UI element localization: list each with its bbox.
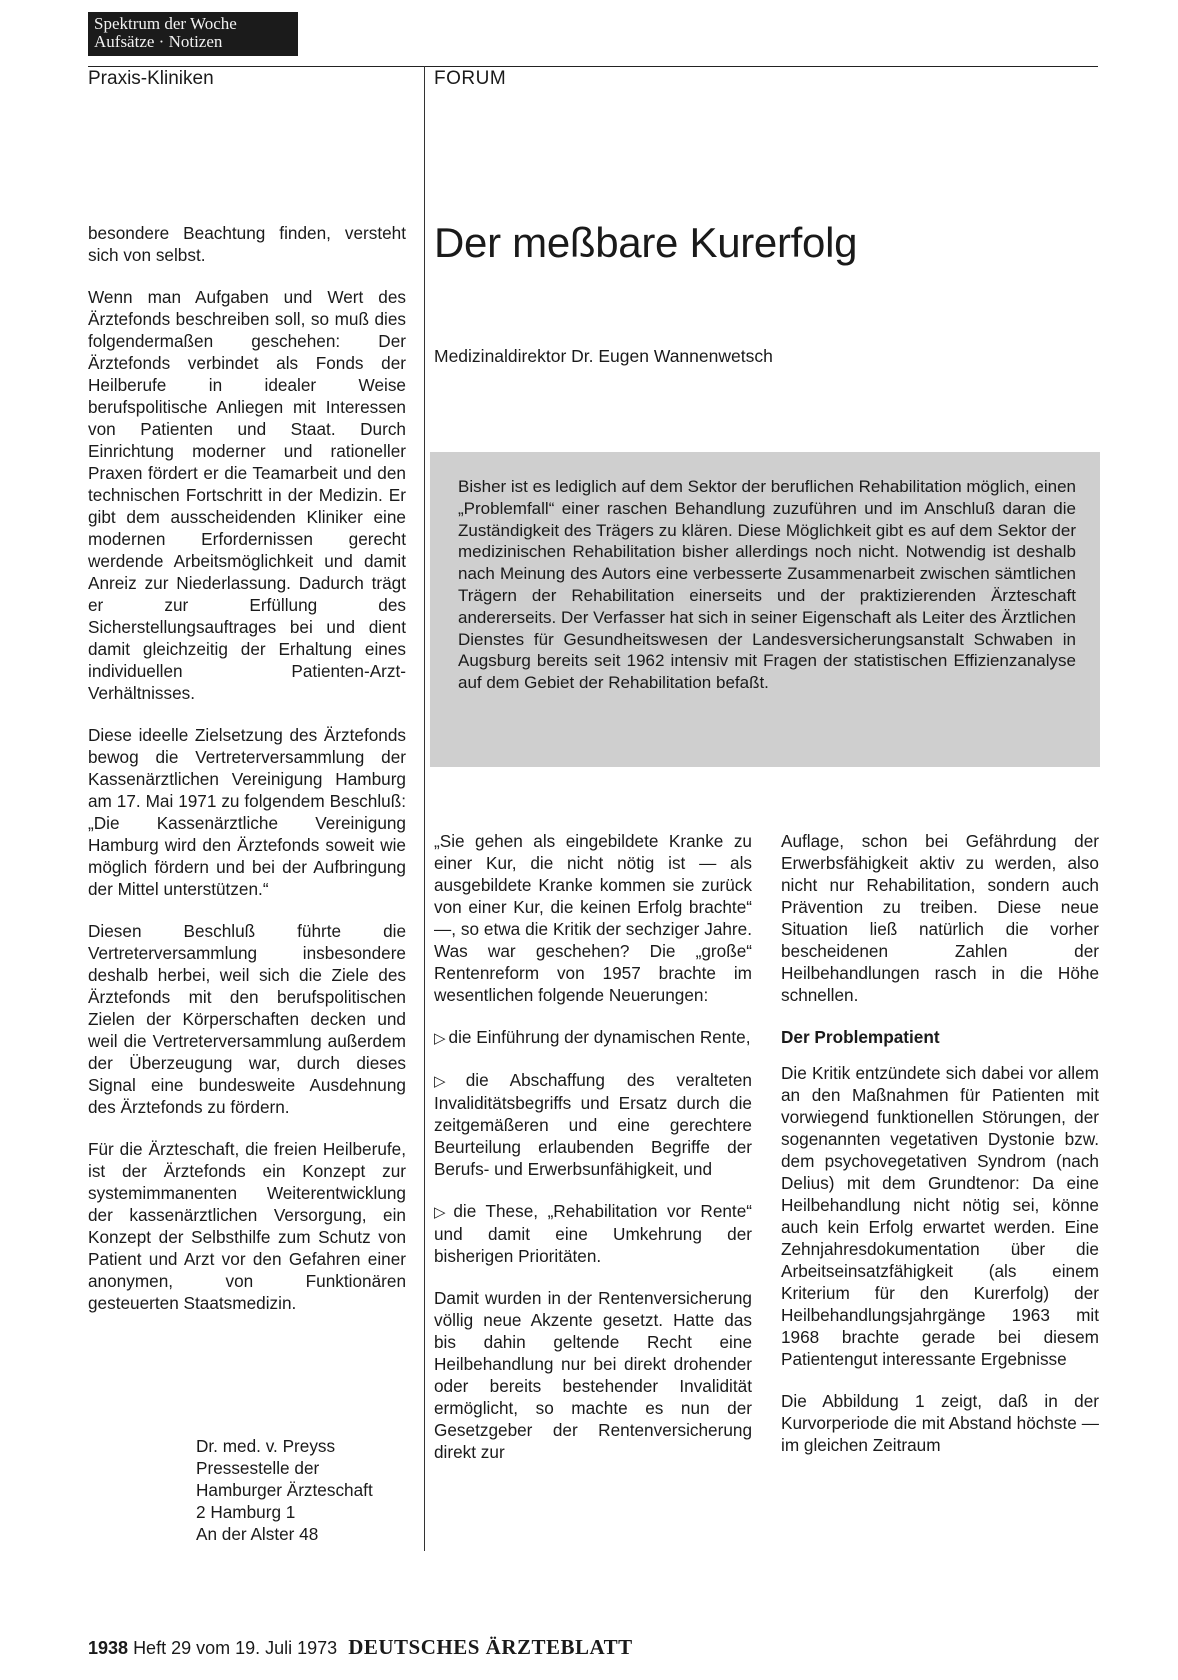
body-paragraph: Auflage, schon bei Gefährdung der Erwerbsfähigkeit aktiv zu werden, also nicht nur Rehabilitation, sondern auch Prävention zu treiben. Diese neue Situation ließ natürlich die vorher bescheidenen Zahlen der Heilbehandlungen rasch in die Höhe schnellen.: [781, 831, 1099, 1005]
badge-line-1: Spektrum der Woche: [94, 14, 237, 33]
list-item-text: die Einführung der dynamischen Rente,: [448, 1027, 751, 1047]
list-item-text: die Abschaffung des veralteten Invaliditätsbegriffs und Ersatz durch die zeitgemäßeren und eine gerechtere Beurteilung erlaubenden Begriffe der Berufs- und Erwerbsunfähigkeit, und: [434, 1070, 752, 1179]
article-author: Medizinaldirektor Dr. Eugen Wannenwetsch: [434, 346, 773, 366]
list-item-text: die These, „Rehabilitation vor Rente“ und damit eine Umkehrung der bisherigen Prioritäten.: [434, 1201, 752, 1266]
magazine-name: DEUTSCHES ÄRZTEBLATT: [348, 1635, 633, 1659]
article-abstract: Bisher ist es lediglich auf dem Sektor der beruflichen Rehabilitation möglich, einen „Problemfall“ einer raschen Behandlung zuzuführen und im Anschluß daran die Zuständigkeit des Trägers zu klären. Diese Möglichkeit gibt es auf dem Sektor der medizinischen Rehabilitation bisher allerdings noch nicht. Notwendig ist deshalb nach Meinung des Autors eine verbesserte Zusammenarbeit zwischen sämtlichen Trägern der Rehabilitation einerseits und der praktizierenden Ärzteschaft andererseits. Der Verfasser hat sich in seiner Eigenschaft als Leiter des Ärztlichen Dienstes für Gesundheitswesen der Landesversicherungsanstalt Schwaben in Augsburg bereits seit 1962 intensiv mit Fragen der statistischen Effizienzanalyse auf dem Gebiet der Rehabilitation befaßt.: [430, 452, 1100, 767]
signature-block: [196, 1435, 373, 1545]
column-divider: [424, 66, 425, 1551]
left-column: [88, 222, 406, 1334]
header-rule: [88, 66, 1098, 67]
left-paragraph: Diesen Beschluß führte die Vertreterversammlung insbesondere deshalb herbei, weil sich die Ziele des Ärztefonds mit den berufspolitischen Zielen der Körperschaften decken und weil die Vertreterversammlung außerdem der Überzeugung war, durch dieses Signal eine bundesweite Ausdehnung des Ärztefonds zu fördern.: [88, 921, 406, 1117]
left-paragraph: Diese ideelle Zielsetzung des Ärztefonds bewog die Vertreterversammlung der Kassenärztlichen Vereinigung Hamburg am 17. Mai 1971 zu folgendem Beschluß: „Die Kassenärztliche Vereinigung Hamburg wird den Ärztefonds soweit wie möglich fördern und bei der Aufbringung der Mittel unterstützen.“: [88, 725, 406, 899]
list-item: [434, 1200, 752, 1267]
body-column-2: [434, 830, 752, 1483]
subheading: Der Problempatient: [781, 1027, 940, 1047]
body-column-3: [781, 830, 1099, 1476]
section-badge: [88, 12, 298, 56]
signature-line: Hamburger Ärzteschaft: [196, 1480, 373, 1500]
body-paragraph: „Sie gehen als eingebildete Kranke zu einer Kur, die nicht nötig ist — als ausgebildete Kranke kommen sie zurück von einer Kur, die keinen Erfolg brachte“ —, so etwa die Kritik der sechziger Jahre. Was war geschehen? Die „große“ Rentenreform von 1957 brachte im wesentlichen folgende Neuerungen:: [434, 831, 752, 1005]
signature-line: 2 Hamburg 1: [196, 1502, 296, 1522]
left-paragraph: Für die Ärzteschaft, die freien Heilberufe, ist der Ärztefonds ein Konzept zur systemimmanenten Weiterentwicklung der kassenärztlichen Versorgung, ein Konzept der Selbsthilfe zum Schutz von Patient und Arzt vor den Gefahren einer anonymen, von Funktionären gesteuerten Staatsmedizin.: [88, 1139, 406, 1313]
triangle-bullet-icon: ▷: [434, 1072, 463, 1090]
list-item: [434, 1069, 752, 1180]
signature-line: Pressestelle der: [196, 1458, 320, 1478]
section-label-right: FORUM: [434, 68, 507, 89]
body-paragraph: Damit wurden in der Rentenversicherung völlig neue Akzente gesetzt. Hatte das bis dahin geltende Recht eine Heilbehandlung nur bei direkt drohender oder bereits bestehender Invalidität ermöglicht, so machte es nun der Gesetzgeber der Rentenversicherung direkt zur: [434, 1288, 752, 1462]
list-item: [434, 1026, 752, 1049]
page-number: 1938: [88, 1638, 129, 1658]
signature-line: An der Alster 48: [196, 1524, 319, 1544]
badge-line-2: Aufsätze · Notizen: [94, 32, 223, 51]
issue-info: Heft 29 vom 19. Juli 1973: [133, 1638, 338, 1658]
section-label-left: Praxis-Kliniken: [88, 68, 214, 89]
body-paragraph: Die Kritik entzündete sich dabei vor allem an den Maßnahmen für Patienten mit vorwiegend funktionellen Störungen, der sogenannten vegetativen Dystonie bzw. dem psychovegetativen Syndrom (nach Delius) mit dem Grundtenor: Da eine Heilbehandlung nicht nötig sei, könne auch kein Erfolg erwartet werden. Eine Zehnjahresdokumentation über die Arbeitseinsatzfähigkeit (als einem Kriterium für den Kurerfolg) der Heilbehandlungsjahrgänge 1963 mit 1968 brachte gerade bei diesem Patientengut interessante Ergebnisse: [781, 1063, 1099, 1369]
triangle-bullet-icon: ▷: [434, 1029, 446, 1047]
article-title: Der meßbare Kurerfolg: [434, 219, 858, 266]
left-paragraph: besondere Beachtung finden, versteht sich von selbst.: [88, 223, 406, 265]
signature-line: Dr. med. v. Preyss: [196, 1436, 336, 1456]
page-footer: [88, 1635, 633, 1660]
left-paragraph: Wenn man Aufgaben und Wert des Ärztefonds beschreiben soll, so muß dies folgendermaßen geschehen: Der Ärztefonds verbindet als Fonds der Heilberufe in idealer Weise berufspolitische Anliegen mit Interessen von Patienten und Staat. Durch Einrichtung moderner und rationeller Praxen fördert er die Teamarbeit und den technischen Fortschritt in der Medizin. Er gibt dem ausscheidenden Kliniker eine modernen Erfordernissen gerecht werdende Arbeitsmöglichkeit und damit Anreiz zur Niederlassung. Dadurch trägt er zur Erfüllung des Sicherstellungsauftrages bei und dient damit gleichzeitig der Erhaltung eines individuellen Patienten-Arzt-Verhältnisses.: [88, 287, 406, 703]
body-paragraph: Die Abbildung 1 zeigt, daß in der Kurvorperiode die mit Abstand höchste — im gleichen Zeitraum: [781, 1391, 1099, 1455]
triangle-bullet-icon: ▷: [434, 1203, 451, 1221]
